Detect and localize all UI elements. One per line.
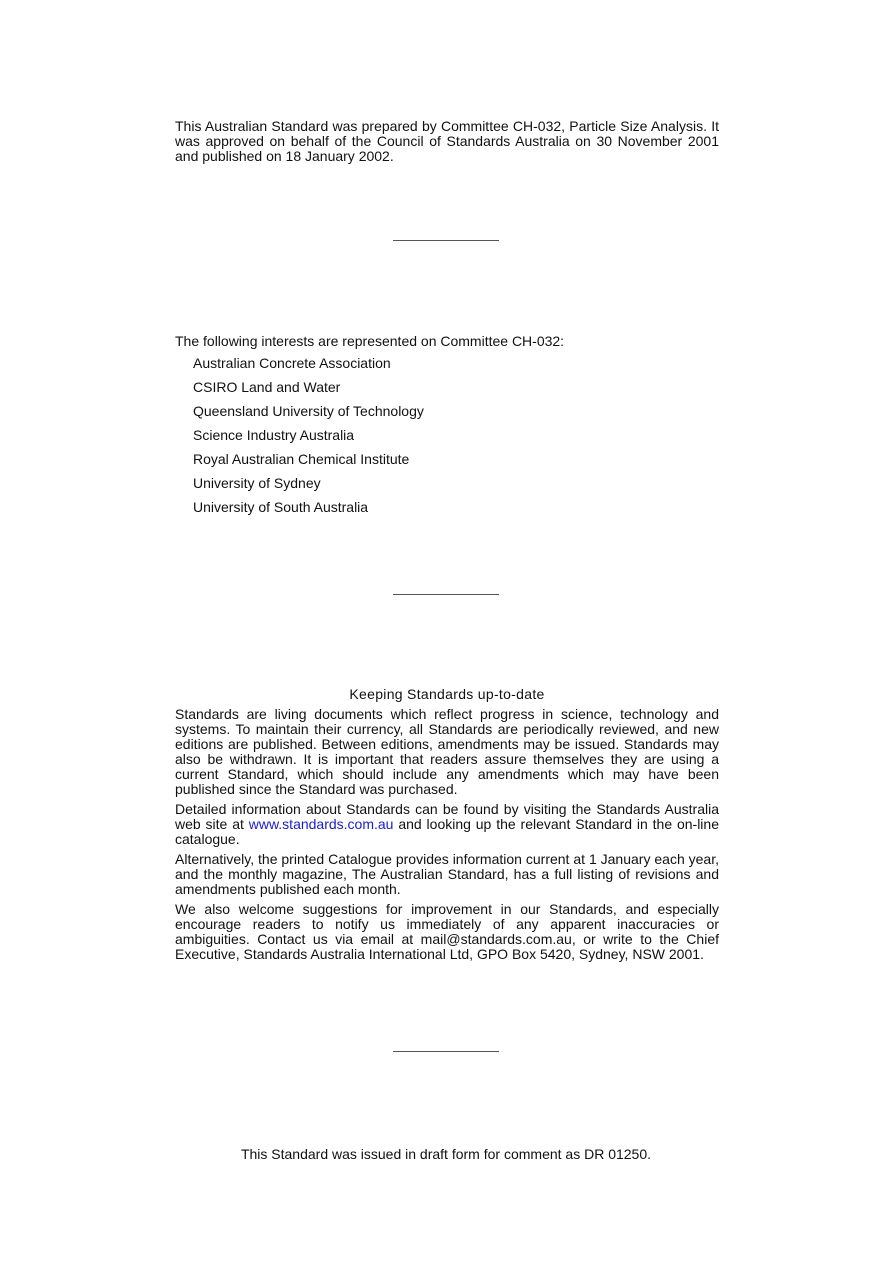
paragraph-text: and looking up the relevant Standard in the on-line catalogue.: [175, 816, 719, 847]
divider-rule: [393, 1051, 499, 1052]
website-link[interactable]: www.standards.com.au: [248, 816, 394, 832]
list-item: Science Industry Australia: [193, 427, 355, 443]
interests-intro: The following interests are represented on Committee CH-032:: [175, 333, 565, 349]
committee-interests: [175, 334, 719, 524]
paragraph-living-documents: Standards are living documents which reflect progress in science, technology and systems. To maintain their currency, all Standards are periodically reviewed, and new editions are published. Between editions, amendments may be issued. Standards may also be withdrawn. It is important that readers assure themselves they are using a current Standard, which should include any amendments which may have been published since the Standard was purchased.: [175, 706, 719, 797]
paragraph-catalogue: Alternatively, the printed Catalogue provides information current at 1 January each year, and the monthly magazine, The Australian Standard, has a full listing of revisions and amendments published each month.: [175, 851, 719, 897]
list-item: Royal Australian Chemical Institute: [193, 451, 410, 467]
section-heading: Keeping Standards up-to-date: [349, 686, 545, 702]
approval-statement: This Australian Standard was prepared by Committee CH-032, Particle Size Analysis. It was approved on behalf of the Council of Standards Australia on 30 November 2001 and published on 18 January 2002.: [175, 118, 719, 164]
divider-rule: [393, 240, 499, 241]
list-item: University of South Australia: [193, 499, 369, 515]
divider-rule: [393, 594, 499, 595]
list-item: Australian Concrete Association: [193, 355, 391, 371]
draft-notice: This Standard was issued in draft form for comment as DR 01250.: [240, 1146, 652, 1162]
interests-list: [175, 356, 719, 524]
keeping-up-to-date-section: [175, 687, 719, 967]
list-item: Queensland University of Technology: [193, 403, 424, 419]
paragraph-suggestions: We also welcome suggestions for improvement in our Standards, and especially encourage readers to notify us immediately of any apparent inaccuracies or ambiguities. Contact us via email at mail@standards.com.au, or write to the Chief Executive, Standards Australia International Ltd, GPO Box 5420, Sydney, NSW 2001.: [175, 901, 719, 962]
paragraph-text: Detailed information about Standards can be found by visiting the Standards Australia web site at: [175, 801, 719, 832]
paragraph-web-site: [175, 802, 719, 847]
list-item: CSIRO Land and Water: [193, 379, 341, 395]
list-item: University of Sydney: [193, 475, 321, 491]
